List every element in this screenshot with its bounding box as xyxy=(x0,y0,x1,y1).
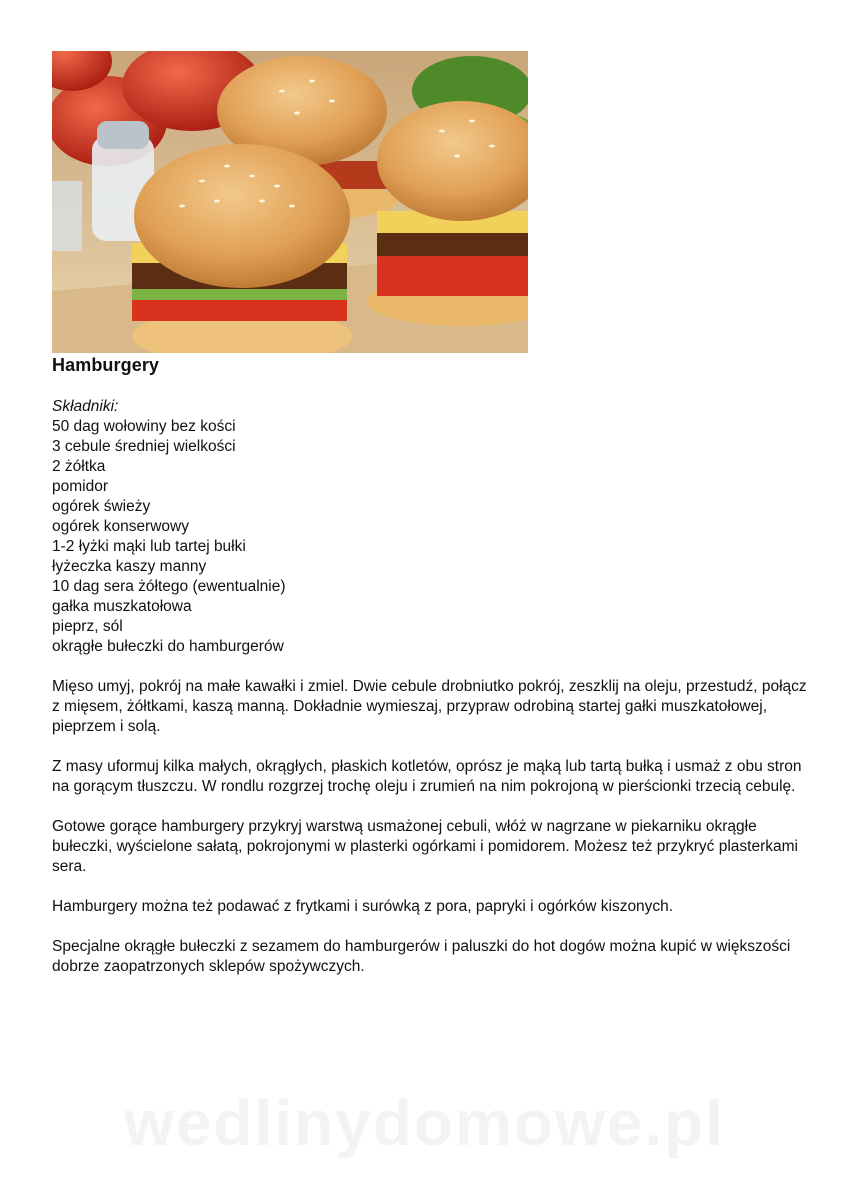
step-paragraph: Mięso umyj, pokrój na małe kawałki i zmiel. Dwie cebule drobniutko pokrój, zeszklij na oleju, przestudź, połącz z mięsem, żółtkami, kaszą manną. Dokładnie wymieszaj, przypraw odrobiną startej gałki muszkatołowej, pieprzem i solą. xyxy=(52,678,807,735)
ingredients-header: Składniki: xyxy=(52,398,119,415)
recipe-title: Hamburgery xyxy=(52,355,160,375)
ingredient-item: gałka muszkatołowa xyxy=(52,598,192,615)
step-paragraph: Specjalne okrągłe bułeczki z sezamem do hamburgerów i paluszki do hot dogów można kupić w większości dobrze zaopatrzonych sklepów spożywczych. xyxy=(52,938,791,975)
step-paragraph: Z masy uformuj kilka małych, okrągłych, płaskich kotletów, oprósz je mąką lub tartą bułką i usmaż z obu stron na gorącym tłuszczu. W rondlu rozgrzej trochę oleju i zrumień na nim pokrojoną w pierścionki trzecią cebulę. xyxy=(52,758,802,795)
ingredient-item: ogórek świeży xyxy=(52,498,151,515)
ingredient-item: 1-2 łyżki mąki lub tartej bułki xyxy=(52,538,246,555)
ingredient-item: okrągłe bułeczki do hamburgerów xyxy=(52,638,284,655)
ingredient-item: ogórek konserwowy xyxy=(52,518,189,535)
preparation-steps xyxy=(52,677,812,997)
ingredient-item: 50 dag wołowiny bez kości xyxy=(52,418,236,435)
ingredient-item: łyżeczka kaszy manny xyxy=(52,558,207,575)
ingredients-section xyxy=(52,397,286,657)
ingredient-item: 10 dag sera żółtego (ewentualnie) xyxy=(52,578,286,595)
site-watermark: wedlinydomowe.pl xyxy=(124,1087,725,1159)
ingredients-list xyxy=(52,417,286,657)
ingredient-item: 3 cebule średniej wielkości xyxy=(52,438,236,455)
hamburgers-photo xyxy=(52,51,528,353)
ingredient-item: 2 żółtka xyxy=(52,458,106,475)
ingredient-item: pieprz, sól xyxy=(52,618,123,635)
step-paragraph: Gotowe gorące hamburgery przykryj warstwą usmażonej cebuli, włóż w nagrzane w piekarniku okrągłe bułeczki, wyścielone sałatą, pokrojonymi w plasterki ogórkami i pomidorem. Możesz też przykryć plasterkami sera. xyxy=(52,818,798,875)
step-paragraph: Hamburgery można też podawać z frytkami i surówką z pora, papryki i ogórków kiszonych. xyxy=(52,898,674,915)
ingredient-item: pomidor xyxy=(52,478,108,495)
